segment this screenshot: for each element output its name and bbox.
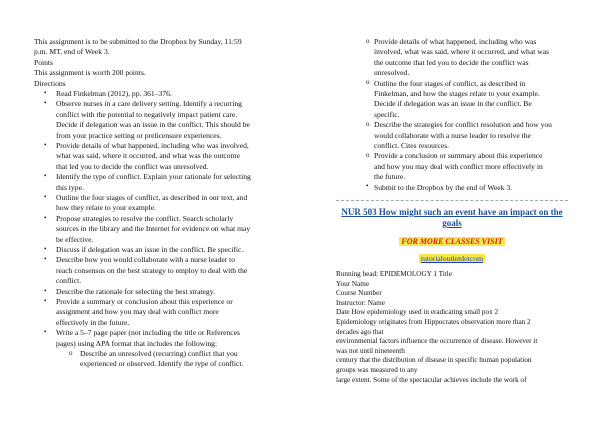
list-item-text: conflict.: [56, 276, 82, 286]
essay-line: Course Number: [336, 289, 382, 298]
sub-bullet-icon: o: [366, 150, 370, 159]
sub-item-text: involved, what was said, where it occurred, and what was: [374, 47, 550, 57]
essay-line: decades ago that: [336, 327, 384, 336]
list-item-text: from your practice setting or prelicensure experiences.: [56, 130, 222, 140]
list-item-text: effectively in the future.: [56, 317, 130, 327]
sub-item-text: and how you may deal with conflict more effectively in: [374, 161, 543, 171]
bullet-icon: •: [44, 141, 47, 149]
bullet-icon: •: [44, 245, 47, 253]
sub-item-text: Decide if delegation was an issue in the conflict. Be: [374, 99, 532, 109]
sub-item-text: Describe the strategies for conflict resolution and how you: [374, 120, 552, 130]
list-item-text: Describe how you would collaborate with a nurse leader to: [56, 255, 236, 265]
sub-item-text: unresolved.: [374, 68, 410, 78]
section-label: Directions: [34, 78, 66, 88]
heading-line-2: goals: [442, 218, 462, 228]
essay-line: Running head: EPIDEMOLOGY 1 Title: [336, 270, 452, 278]
essay-line: environmental factors influence the occurrence of disease. However it: [336, 337, 538, 346]
bullet-icon: •: [44, 328, 47, 337]
list-item-text: this type.: [56, 182, 84, 192]
intro-text: p.m. MT, end of Week 3.: [34, 47, 110, 57]
essay-line: Epidemiology originates from Hippocrates observation more than 2: [336, 318, 531, 326]
essay-line: Date How epidemiology used in eradicating small pox 2: [336, 308, 499, 317]
sub-item-text: Outline the four stages of conflict, as described in: [374, 78, 526, 88]
bullet-icon: •: [44, 297, 47, 305]
list-item-text: conflict with the potential to negatively impact patient care.: [56, 109, 238, 119]
sub-item-text: Describe an unresolved (recurring) conflict that you: [80, 349, 238, 358]
bullet-icon: •: [44, 193, 47, 201]
list-item-text: sources in the library and the Internet for evidence on what may: [56, 224, 251, 234]
intro-text: This assignment is worth 200 points.: [34, 68, 146, 78]
essay-line: Your Name: [336, 279, 370, 288]
list-item-text: Propose strategies to resolve the conflict. Search scholarly: [56, 213, 234, 223]
list-item-text: Observe nurses in a care delivery setting. Identify a recurring: [56, 99, 242, 109]
sub-item-text: conflict. Cites resources.: [374, 141, 450, 150]
intro-text: This assignment is to be submitted to the Dropbox by Sunday, 11:59: [34, 37, 242, 46]
sub-item-text: Finkelman, and how the stages relate to your example.: [374, 89, 540, 98]
promo-banner: [336, 237, 568, 247]
sub-bullet-icon: o: [69, 348, 73, 357]
bullet-icon: •: [44, 255, 47, 264]
list-item-text: be effective.: [56, 234, 94, 244]
sub-item-text: the future.: [374, 172, 406, 182]
essay-line: Instructor: Name: [336, 298, 385, 307]
list-item-text: Write a 5–7 page paper (not including the title or References: [56, 328, 240, 338]
bullet-icon: •: [366, 182, 369, 191]
list-item-text: Read Finkelman (2012), pp. 361–376.: [56, 89, 172, 98]
list-item-text: how they relate to your example.: [56, 203, 156, 213]
essay-line: century that the distribution of disease in specific human population: [336, 356, 532, 365]
essay-line: large extent. Some of the spectacular achieves include the work of: [336, 375, 527, 384]
bullet-icon: •: [44, 89, 47, 97]
list-item-text: Describe the rationale for selecting the best strategy.: [56, 286, 215, 296]
list-item-text: what was said, where it occurred, and what was the outcome: [56, 151, 240, 161]
list-item-text: Decide if delegation was an issue in the conflict. This should be: [56, 120, 250, 130]
bullet-icon: •: [44, 213, 47, 222]
list-item-text: Provide details of what happened, including who was involved,: [56, 141, 249, 150]
list-item-text: pages) using APA format that includes the following:: [56, 338, 218, 348]
sub-item-text: the outcome that led you to decide the conflict was: [374, 57, 529, 67]
sub-bullet-icon: o: [366, 119, 370, 128]
sub-item-text: would collaborate with a nurse leader to resolve the: [374, 130, 531, 140]
heading-line-1: NUR 503 How might such an event have an impact on the: [341, 207, 563, 217]
essay-line: was not until nineteenth: [336, 346, 405, 355]
list-item-text: that led you to decide the conflict was unresolved.: [56, 161, 209, 171]
list-item-text: assignment and how you may deal with conflict more: [56, 307, 219, 317]
article-heading-continued: [336, 218, 568, 229]
bullet-icon: •: [44, 172, 47, 181]
sub-item-text: Submit to the Dropbox by the end of Week 3.: [374, 182, 513, 192]
essay-line: groups was measured to any: [336, 366, 418, 374]
list-item-text: Discuss if delegation was an issue in the conflict. Be specific.: [56, 245, 244, 254]
sub-bullet-icon: o: [366, 78, 370, 87]
bullet-icon: •: [44, 286, 47, 295]
website-link-row: [336, 254, 568, 264]
list-item-text: reach consensus on the best strategy to employ to deal with the: [56, 265, 248, 275]
sub-item-text: Provide a conclusion or summary about this experience: [374, 151, 543, 161]
section-label: Points: [34, 57, 53, 67]
sub-item-text: experienced or observed. Identify the type of conflict.: [80, 359, 244, 369]
list-item-text: Provide a summary or conclusion about this experience or: [56, 297, 233, 306]
section-divider: [336, 200, 568, 201]
list-item-text: Identify the type of conflict. Explain your rationale for selecting: [56, 172, 251, 182]
sub-item-text: Provide details of what happened, including who was: [374, 37, 537, 46]
sub-item-text: specific.: [374, 109, 400, 119]
promo-text: FOR MORE CLASSES VISIT: [401, 237, 503, 246]
bullet-icon: •: [44, 99, 47, 108]
sub-bullet-icon: o: [366, 36, 370, 45]
article-heading: [336, 207, 568, 218]
website-link[interactable]: tutorialoutletdotcom: [420, 254, 483, 263]
list-item-text: Outline the four stages of conflict, as described in our text, and: [56, 193, 248, 202]
